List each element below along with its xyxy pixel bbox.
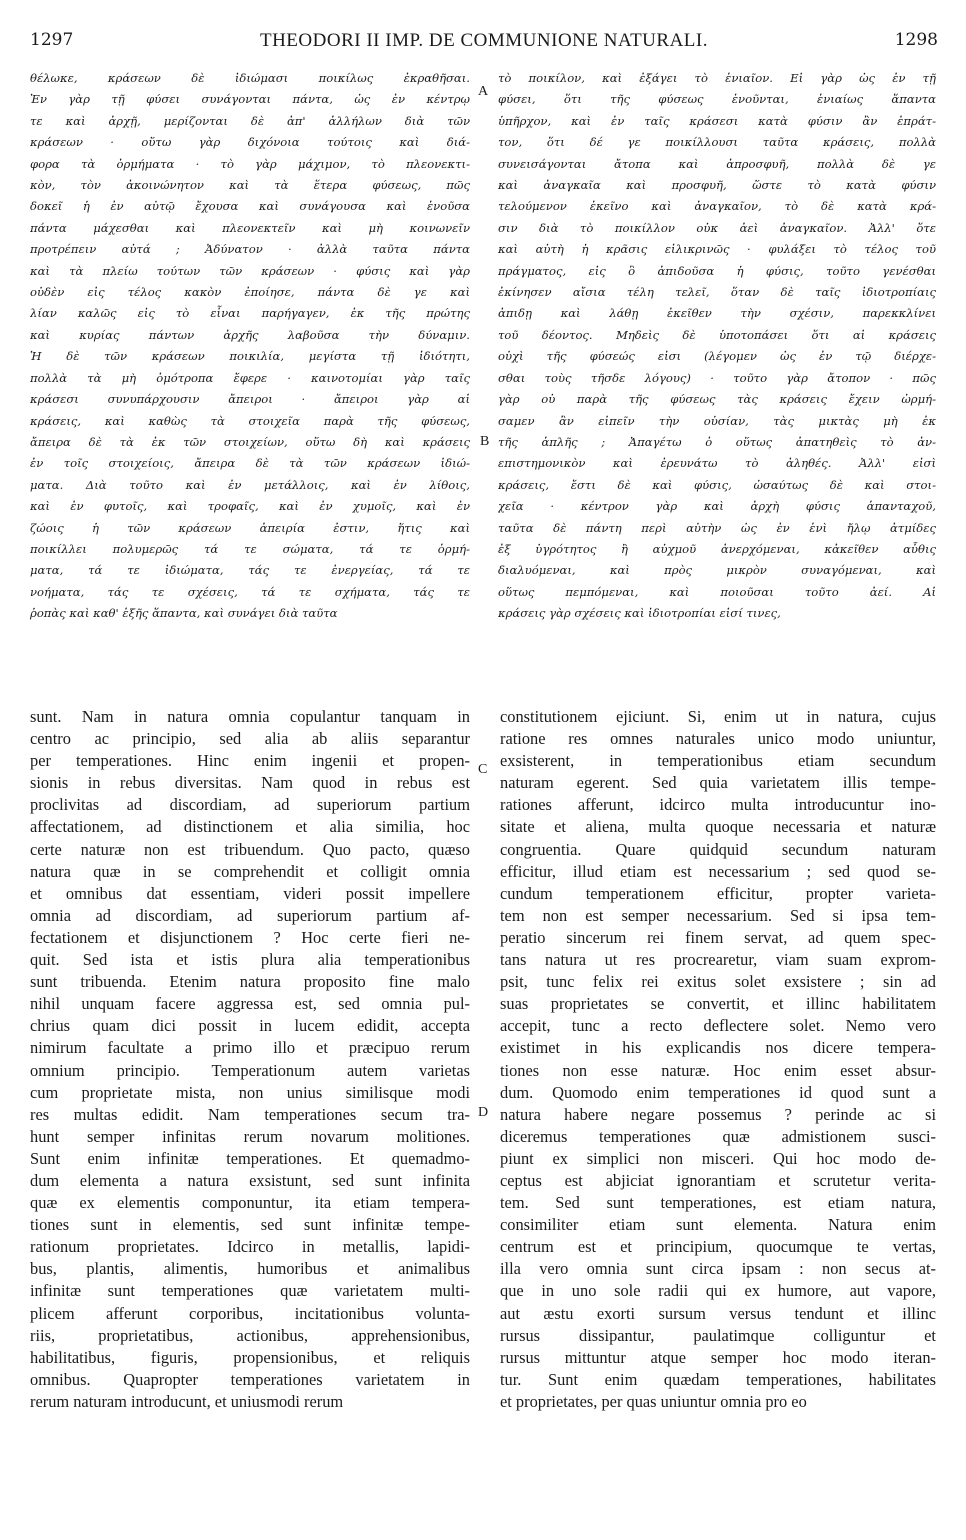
text-line: constitutionem ejiciunt. Si, enim ut in natura, cujus [500, 707, 936, 726]
latin-column-left [30, 706, 470, 1413]
running-title: THEODORI II IMP. DE COMMUNIONE NATURALI. [259, 30, 708, 51]
greek-column-left [30, 68, 470, 625]
text-line: λίαν καλῶς εἰς τὸ εἶναι παρήγαγεν, ἐκ τῆς πρώτης [30, 306, 470, 321]
text-line: τοῦ δέοντος. Μηδεὶς δὲ ὑποτοπάσει ὅτι αἱ κράσεις [498, 327, 936, 342]
text-line: τε καὶ ἀρχῇ, μερίζονται δὲ ἀπ' ἀλλήλων διὰ τῶν [30, 113, 470, 128]
text-line: σιν διὰ τὸ ποικίλλον οὐκ ἀεὶ ἀναγκαῖον. Ἀλλ' ὅτε [498, 220, 936, 235]
text-line: ἐν τοῖς στοιχείοις, ἄπειρα δὲ τὰ τῶν κράσεων ἰδιώ- [30, 456, 470, 471]
text-line: habilitatibus, figuris, propensionibus, et reliquis [30, 1347, 470, 1367]
page-number-left: 1297 [30, 30, 74, 50]
text-line: πάντα μάχεσθαι καὶ πλεονεκτεῖν καὶ μὴ κοινωνεῖν [30, 220, 470, 235]
text-line: et proprietates, per quas uniuntur omnia pro eo [500, 1391, 807, 1411]
text-line: ματα, τά τε ἰδιώματα, τάς τε ἐνεργείας, τά τε [30, 563, 470, 578]
text-line: dum. Quomodo enim temperationes id quod sunt a [500, 1082, 936, 1102]
text-line: ratione res omnes naturales unico modo uniuntur, [500, 729, 936, 749]
text-line: ματα. Διὰ τοῦτο καὶ ἐν μετάλλοις, καὶ ἐν λίθοις, [30, 477, 470, 492]
text-line: centrum est et principium, quocumque te vertas, [500, 1237, 936, 1257]
text-line: δοκεῖ ἡ ἐν αὐτῷ ἔχουσα καὶ συνάγουσα καὶ ἑνοῦσα [30, 199, 470, 214]
text-line: τῆς ἁπλῆς ; Ἀπαγέτω ὁ οὕτως ἀπατηθεὶς τὸ ἀν- [498, 434, 936, 449]
margin-letter-c: C [478, 762, 488, 777]
text-line: diceremus temperationes quæ admistionem susci- [500, 1126, 936, 1146]
latin-column-right [500, 706, 936, 1413]
text-line: suas proprietates se convertit, et illinc habilitatem [500, 994, 936, 1014]
text-line: rursus dissipantur, paulatimque colliguntur et [500, 1325, 936, 1345]
text-line: οὕτως πεμπόμεναι, καὶ ποιοῦσαι τοῦτο ἀεί. Αἱ [498, 584, 936, 599]
text-line: tem. Sed sunt temperationes, est etiam natura, [500, 1193, 936, 1213]
text-line: τον, ὅτι δέ γε ποικίλλουσι ταῦτα κράσεις, πολλὰ [498, 135, 936, 150]
text-line: συνεισάγονται ἄτοπα καὶ ἀπροσφυῆ, πολλὰ δὲ γε [498, 156, 936, 171]
text-line: riis, proprietatibus, actionibus, apprehensionibus, [30, 1325, 470, 1345]
text-line: sunt. Nam in natura omnia copulantur tanquam in [30, 707, 470, 726]
text-line: nihil unquam facere aggressa est, sed omnia pul- [30, 994, 470, 1014]
text-line: exsisterent, in temperationibus etiam secundum [500, 751, 936, 771]
text-line: Sunt enim infinitæ temperationes. Et quemadmo- [30, 1148, 470, 1168]
text-line: θέλωκε, κράσεων δὲ ἰδιώμασι ποικίλως ἐκραθῆσαι. [30, 71, 470, 85]
text-line: κράσεων · οὕτω γὰρ διχόνοια τούτοις καὶ διά- [30, 135, 470, 150]
text-line: natura quæ in se comprehendit et colligit omnia [30, 861, 470, 881]
text-line: ἄπειρα δὲ τὰ ἐκ τῶν στοιχείων, οὕτω δὴ καὶ κράσεις [30, 434, 470, 449]
text-line: chrius quam dici possit in lucem edidit, accepta [30, 1016, 470, 1036]
text-line: illa vero omnia sunt circa ipsam : non secus at- [500, 1259, 936, 1279]
text-line: centro ac principio, sed alia ab aliis separantur [30, 729, 470, 749]
text-line: πράγματος, εἰς ὃ ἀπιδοῦσα ἡ φύσις, τοῦτο γενέσθαι [498, 263, 936, 278]
text-line: καὶ κυρίας πάντων ἀρχῆς λαβοῦσα τὴν δύναμιν. [30, 327, 470, 342]
text-line: νοήματα, τάς τε σχέσεις, τά τε σχήματα, τάς τε [30, 584, 470, 599]
text-line: Ἐν γὰρ τῇ φύσει συνάγονται πάντα, ὡς ἐν κέντρῳ [30, 92, 470, 107]
text-line: tiones non esse naturæ. Hoc enim esset absur- [500, 1060, 936, 1080]
text-line: natura habere negare possemus ? perinde ac si [500, 1104, 936, 1124]
text-line: quæ ex elementis componuntur, ita etiam tempera- [30, 1193, 470, 1213]
text-line: καὶ ἀναγκαῖα καὶ προσφυῆ, ὥστε τὸ κατὰ φύσιν [498, 178, 936, 193]
margin-letter-b: B [480, 434, 490, 449]
text-line: efficitur, illud etiam est necessarium ; sed quod se- [500, 861, 936, 881]
text-line: naturam egerent. Sed quia varietatem illis tempe- [500, 773, 936, 793]
text-line: ἐξ ὑγρότητος ἢ αὐχμοῦ ἀνερχόμεναι, κἀκεῖθεν αὖθις [498, 541, 936, 556]
text-line: γὰρ οὐ παρὰ τῆς φύσεως τὰς κράσεις ἔχειν ὡρμή- [498, 392, 936, 407]
text-line: κὸν, τὸν ἀκοινώνητον καὶ τὰ ἕτερα φύσεως, πῶς [30, 178, 470, 193]
text-line: que in uno sole radii qui ex humore, aut vapore, [500, 1281, 936, 1301]
text-line: ζώοις ἡ τῶν κράσεων ἀπειρία ἐστιν, ἥτις καὶ [30, 520, 470, 535]
text-line: nimirum facultate a primo illo et præcipuo rerum [30, 1038, 470, 1058]
text-line: ceptus est abjiciat ignorantiam et scrutetur verita- [500, 1170, 936, 1190]
text-line: οὐχὶ τῆς φύσεώς εἰσι (λέγομεν ὡς ἐν τῷ διέρχε- [498, 349, 936, 364]
text-line: χεῖα · κέντρον γὰρ καὶ ἀρχὴ φύσις ἁπανταχοῦ, [498, 499, 936, 514]
text-line: affectationem, ad distinctionem et alia similia, hoc [30, 817, 470, 837]
text-line: πολλὰ τὰ μὴ ὁμότροπα ἔφερε · καινοτομίαι γὰρ ταῖς [30, 370, 470, 385]
text-line: sunt tribuenda. Etenim natura proposito fine malo [30, 972, 470, 992]
text-line: bus, plantis, alimentis, humoribus et animalibus [30, 1259, 470, 1279]
text-line: ταῦτα δὲ πάντη περὶ αὐτὴν ὡς ἐν ἑνὶ ἤλῳ ἀτμίδες [498, 520, 936, 535]
text-line: καὶ ἐν φυτοῖς, καὶ τροφαῖς, καὶ ἐν χυμοῖς, καὶ ἐν [30, 499, 470, 514]
text-line: proclivitas ad discordiam, ad superiorum partium [30, 795, 470, 815]
text-line: σαμεν ἂν εἰπεῖν τὴν οὐσίαν, τὰς μικτὰς μὴ ἐκ [498, 413, 936, 428]
text-line: rerum naturam introducunt, et uniusmodi rerum [30, 1391, 344, 1411]
text-line: κράσεις, ἔστι δὲ καὶ φύσις, ὡσαύτως δὲ καὶ στοι- [498, 477, 936, 492]
text-line: sitate et aliena, multa quoque necessaria et naturæ [500, 817, 936, 837]
text-line: cum proprietate mista, non unius similisque modi [30, 1082, 470, 1102]
running-header [30, 30, 938, 58]
text-line: rursus mittuntur atque semper hoc modo iteran- [500, 1347, 936, 1367]
text-line: ποικίλλει πολυμερῶς τά τε σώματα, τά τε ὁρμή- [30, 541, 470, 556]
text-line: tem non est semper necessarium. Sed si ipsa tem- [500, 905, 936, 925]
page-number-right: 1298 [894, 30, 938, 50]
text-line: peratio sincerum rei finem servat, ad quem spec- [500, 927, 936, 947]
text-line: κράσεσι συνυπάρχουσιν ἄπειροι · ἄπειροι γὰρ αἱ [30, 392, 470, 407]
text-line: ἐκίνησεν αἴσια τέλη τελεῖ, ὅταν δὲ ταῖς ἰδιοτροπίαις [498, 285, 936, 300]
text-line: ῥοπὰς καὶ καθ' ἑξῆς ἅπαντα, καὶ συνάγει διὰ ταῦτα [30, 606, 338, 621]
text-line: omnium principio. Temperationum autem varietas [30, 1060, 470, 1080]
text-line: hunt semper infinitas rerum novarum molitiones. [30, 1126, 470, 1146]
text-line: ἀπιδῃ καὶ λάθῃ ἐκεῖθεν τὴν σχέσιν, παρεκκλίνει [498, 306, 936, 321]
text-line: rationes afferunt, idcirco multa introducuntur ino- [500, 795, 936, 815]
text-line: plicem afferunt corporibus, incitationibus volunta- [30, 1303, 470, 1323]
text-line: rationum proprietates. Idcirco in metallis, lapidi- [30, 1237, 470, 1257]
text-line: consimiliter etiam sunt elementa. Natura enim [500, 1215, 936, 1235]
text-line: quit. Sed ista et istis plura alia temperationibus [30, 950, 470, 970]
text-line: infinitæ sunt temperationes quæ varietatem multi- [30, 1281, 470, 1301]
text-line: res multas edidit. Nam temperationes secum tra- [30, 1104, 470, 1124]
text-line: aut æstu exorti sursum versus tendunt et illinc [500, 1303, 936, 1323]
text-line: σθαι τοὺς τῆσδε λόγους) · τοῦτο γὰρ ἄτοπον · πῶς [498, 370, 936, 385]
text-line: κράσεις γὰρ σχέσεις καὶ ἰδιοτροπίαι εἰσί τινες, [498, 606, 781, 621]
text-line: existimet in his explicandis nos dicere tempera- [500, 1038, 936, 1058]
text-line: accepit, tunc a recto deflectere solet. Nemo vero [500, 1016, 936, 1036]
text-line: κράσεις, καὶ καθὼς τὰ στοιχεῖα παρὰ τῆς φύσεως, [30, 413, 470, 428]
text-line: προτρέπειν αὐτά ; Ἀδύνατον · ἀλλὰ ταῦτα πάντα [30, 242, 470, 257]
text-line: dum elementa a natura exsistunt, sed sunt infinita [30, 1170, 470, 1190]
text-line: fectationem et disjunctionem ? Hoc certe fieri ne- [30, 927, 470, 947]
text-line: tur. Sunt enim quædam temperationes, habilitates [500, 1369, 936, 1389]
text-line: sionis in rebus diversitas. Nam quod in rebus est [30, 773, 470, 793]
text-line: Ἡ δὲ τῶν κράσεων ποικιλία, μεγίστα τῇ ἰδιότητι, [30, 349, 470, 364]
text-line: καὶ αὐτὴ ἡ κρᾶσις εἰλικρινῶς · φυλάξει τὸ τέλος τοῦ [498, 242, 936, 257]
margin-letter-a: A [478, 84, 489, 99]
text-line: piunt ex simplici non misceri. Qui hoc modo de- [500, 1148, 936, 1168]
text-line: καὶ τὰ πλείω τούτων τῶν κράσεων · φύσις καὶ γὰρ [30, 263, 470, 278]
text-line: επιστημονικὸν καὶ ἐρευνάτω τὸ ἀληθές. Ἀλλ' εἰσὶ [498, 456, 936, 471]
text-line: ὑπῆρχον, καὶ ἐν ταῖς κράσεσι κατὰ φύσιν ἂν ἐπράτ- [498, 113, 936, 128]
greek-column-right [498, 68, 936, 625]
text-line: per temperationes. Hinc enim ingenii et propen- [30, 751, 470, 771]
text-line: omnia ad discordiam, ad superiorum partium af- [30, 905, 470, 925]
text-line: οὐδὲν εἰς τέλος κακὸν ἐποίησε, πάντα δὲ γε καὶ [30, 285, 470, 300]
text-line: φύσει, ὅτι τῆς φύσεως ἑνοῦνται, ἑνιαίως ἅπαντα [498, 92, 936, 107]
text-line: διαλυόμεναι, καὶ πρὸς μικρὸν συναγόμεναι, καὶ [498, 563, 936, 578]
text-line: cundum temperationem efficitur, propter varieta- [500, 883, 936, 903]
text-line: tans natura ut res procrearetur, viam suam exprom- [500, 950, 936, 970]
text-line: φορα τὰ ὁρμήματα · τὸ γὰρ μάχιμον, τὸ πλεονεκτι- [30, 156, 470, 171]
text-line: et omnibus dat essentiam, videri possit impellere [30, 883, 470, 903]
margin-letter-d: D [478, 1105, 489, 1120]
text-line: psit, tunc felix rei exitus solet exsistere ; sin ad [500, 972, 936, 992]
text-line: tiones sunt in elementis, sed sunt infinitæ tempe- [30, 1215, 470, 1235]
text-line: omnibus. Quapropter temperationes varietatem in [30, 1369, 470, 1389]
text-line: certe naturæ non est tribuendum. Quo pacto, quæso [30, 839, 470, 859]
text-line: τελούμενον ἐκεῖνο καὶ ἀναγκαῖον, τὸ δὲ κατὰ κρά- [498, 199, 936, 214]
text-line: τὸ ποικίλον, καὶ ἐξάγει τὸ ἑνιαῖον. Εἰ γὰρ ὡς ἐν τῇ [498, 71, 936, 85]
text-line: congruentia. Quare quidquid secundum naturam [500, 839, 936, 859]
